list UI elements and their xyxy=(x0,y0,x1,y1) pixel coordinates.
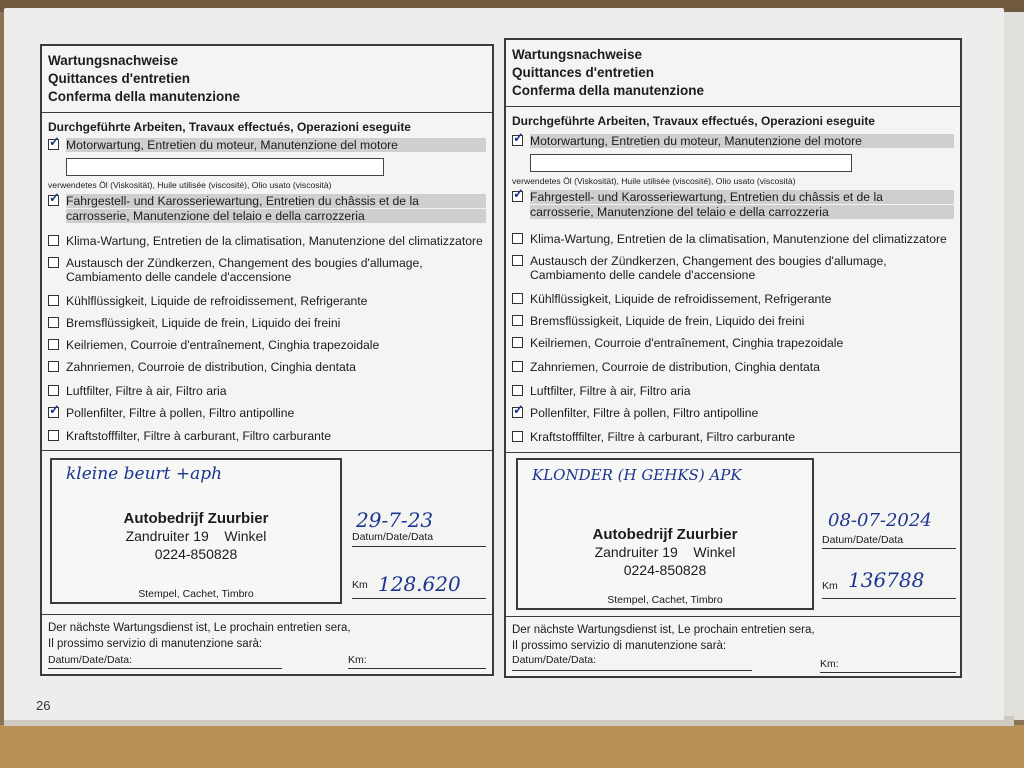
divider xyxy=(506,616,960,617)
header-line-it: Conferma della manutenzione xyxy=(48,89,241,104)
stamp-address: Zandruiter 19 Winkel xyxy=(594,544,736,560)
next-service-text: Der nächste Wartungsdienst ist, Le prochain entretien sera, Il prossimo servizio di manutenzione sarà: xyxy=(512,624,815,652)
date-line xyxy=(352,546,486,547)
km-line xyxy=(352,598,486,599)
km-label: Km xyxy=(822,580,838,592)
header-line-fr: Quittances d'entretien xyxy=(48,71,190,86)
stamp-label: Stempel, Cachet, Timbro xyxy=(607,594,723,606)
checkbox[interactable] xyxy=(48,407,59,418)
stamp-address: Zandruiter 19 Winkel xyxy=(125,528,267,544)
checkbox[interactable] xyxy=(48,295,59,306)
header-line-it: Conferma della manutenzione xyxy=(512,83,705,98)
checkbox[interactable] xyxy=(512,135,523,146)
divider xyxy=(42,614,492,615)
next-date-label: Datum/Date/Data: xyxy=(48,654,133,666)
date-label: Datum/Date/Data xyxy=(352,531,434,543)
oil-label: verwendetes Öl (Viskosität), Huile utilisée (viscosité), Olio usato (viscosità) xyxy=(512,176,796,186)
section-title: Durchgeführte Arbeiten, Travaux effectués, Operazioni eseguite xyxy=(48,120,411,134)
header-line-de: Wartungsnachweise xyxy=(48,53,179,68)
checkbox[interactable] xyxy=(512,431,523,442)
next-date-label: Datum/Date/Data: xyxy=(512,654,597,666)
km-line xyxy=(822,598,956,599)
checkbox[interactable] xyxy=(48,385,59,396)
checkbox[interactable] xyxy=(48,257,59,268)
form-header xyxy=(506,40,960,107)
stamp-label: Stempel, Cachet, Timbro xyxy=(138,588,254,600)
header-line-fr: Quittances d'entretien xyxy=(512,65,654,80)
form-header xyxy=(42,46,492,113)
checkbox[interactable] xyxy=(512,315,523,326)
oil-input[interactable] xyxy=(66,158,384,176)
next-km-line[interactable] xyxy=(820,672,956,673)
desk-surface xyxy=(0,725,1024,768)
stamp-box xyxy=(50,458,342,604)
checkbox[interactable] xyxy=(48,139,59,150)
divider xyxy=(42,450,492,451)
booklet-page xyxy=(4,8,1004,720)
checkbox[interactable] xyxy=(512,337,523,348)
handwritten-note: KLONDER (H GEHKS) APK xyxy=(532,466,742,484)
oil-label: verwendetes Öl (Viskosität), Huile utilisée (viscosité), Olio usato (viscosità) xyxy=(48,180,332,190)
handwritten-km: 136788 xyxy=(848,568,925,592)
section-title: Durchgeführte Arbeiten, Travaux effectués, Operazioni eseguite xyxy=(512,114,875,128)
next-km-label: Km: xyxy=(348,654,367,666)
checkbox[interactable] xyxy=(512,233,523,244)
handwritten-date: 29-7-23 xyxy=(356,508,434,532)
checkbox[interactable] xyxy=(512,293,523,304)
handwritten-km: 128.620 xyxy=(378,572,461,596)
stamp-company: Autobedrijf Zuurbier xyxy=(592,526,738,543)
handwritten-note: kleine beurt +aph xyxy=(66,464,223,484)
service-form-right: Wartungsnachweise Quittances d'entretien Conferma della manutenzione Durchgeführte Arbeiten, Travaux effectués, Operazioni eseguite ✓ Motorwartung, Entretien du moteur, Manutenzione del motore verwendetes Öl (Viskosität), Huile utilisée (viscosité), Olio usato (viscosità) ✓ Fahrgestell- und Karosseriewartung, Entretien du châssis et de la carrosserie, Manutenzione del telaio e della carrozzeria Klima-Wartung, Entretien de la climatisation, Manutenzione del climatizzatore Austausch der Zündkerzen, Changement des bougies d'allumage, Cambiamento delle candele d'accensione Kühlflüssigkeit, Liquide de refroidissement, Refrigerante Bremsflüssigkeit, Liquide de frein, Liquido dei freini Keilriemen, Courroie d'entraînement, Cinghia trapezoidale Zahnriemen, Courroie de distribution, Cinghia dentata Luftfilter, Filtre à air, Filtro aria ✓ Pollenfilter, Filtre à pollen, Filtro antipolline Kraftstofffilter, Filtre à carburant, Filtro carburante KLONDER (H GEHKS) APK Autobedrijf Zuurbier Zandruiter 19 Winkel 0224-850828 Stempel, Cachet, Timbro 08-07-2024 Datum/Date/Data Km 136788 Der nächste Wartungsdienst ist, Le prochain entretien sera, Il prossimo servizio di manutenzione sarà: Datum/Date/Data: Km: xyxy=(504,38,962,678)
checkbox[interactable] xyxy=(512,385,523,396)
checkbox[interactable] xyxy=(512,255,523,266)
next-km-line[interactable] xyxy=(348,668,486,669)
stamp-phone: 0224-850828 xyxy=(623,562,707,578)
divider xyxy=(506,452,960,453)
oil-input[interactable] xyxy=(530,154,852,172)
next-km-label: Km: xyxy=(820,658,839,670)
checkbox[interactable] xyxy=(512,407,523,418)
checkbox[interactable] xyxy=(48,430,59,441)
km-label: Km xyxy=(352,579,368,591)
checkbox[interactable] xyxy=(48,235,59,246)
next-date-line[interactable] xyxy=(48,668,282,669)
next-service-text: Der nächste Wartungsdienst ist, Le prochain entretien sera, Il prossimo servizio di manutenzione sarà: xyxy=(48,622,351,650)
stamp-phone: 0224-850828 xyxy=(154,546,238,562)
header-line-de: Wartungsnachweise xyxy=(512,47,643,62)
stamp-box xyxy=(516,458,814,610)
checkbox[interactable] xyxy=(48,317,59,328)
date-line xyxy=(822,548,956,549)
checkbox[interactable] xyxy=(512,361,523,372)
checkbox[interactable] xyxy=(48,339,59,350)
checkbox[interactable] xyxy=(48,361,59,372)
next-date-line[interactable] xyxy=(512,670,752,671)
checkbox[interactable] xyxy=(512,191,523,202)
stamp-company: Autobedrijf Zuurbier xyxy=(123,510,269,527)
checkbox[interactable] xyxy=(48,195,59,206)
page-number: 26 xyxy=(36,698,51,713)
date-label: Datum/Date/Data xyxy=(822,534,904,546)
service-form-left: Wartungsnachweise Quittances d'entretien Conferma della manutenzione Durchgeführte Arbeiten, Travaux effectués, Operazioni eseguite ✓ Motorwartung, Entretien du moteur, Manutenzione del motore verwendetes Öl (Viskosität), Huile utilisée (viscosité), Olio usato (viscosità) ✓ Fahrgestell- und Karosseriewartung, Entretien du châssis et de la carrosserie, Manutenzione del telaio e della carrozzeria Klima-Wartung, Entretien de la climatisation, Manutenzione del climatizzatore Austausch der Zündkerzen, Changement des bougies d'allumage, Cambiamento delle candele d'accensione Kühlflüssigkeit, Liquide de refroidissement, Refrigerante Bremsflüssigkeit, Liquide de frein, Liquido dei freini Keilriemen, Courroie d'entraînement, Cinghia trapezoidale Zahnriemen, Courroie de distribution, Cinghia dentata Luftfilter, Filtre à air, Filtro aria ✓ Pollenfilter, Filtre à pollen, Filtro antipolline Kraftstofffilter, Filtre à carburant, Filtro carburante kleine beurt +aph Autobedrijf Zuurbier Zandruiter 19 Winkel 0224-850828 Stempel, Cachet, Timbro 29-7-23 Datum/Date/Data Km 128.620 Der nächste Wartungsdienst ist, Le prochain entretien sera, Il prossimo servizio di manutenzione sarà: Datum/Date/Data: Km: xyxy=(40,44,494,676)
handwritten-date: 08-07-2024 xyxy=(828,510,932,531)
